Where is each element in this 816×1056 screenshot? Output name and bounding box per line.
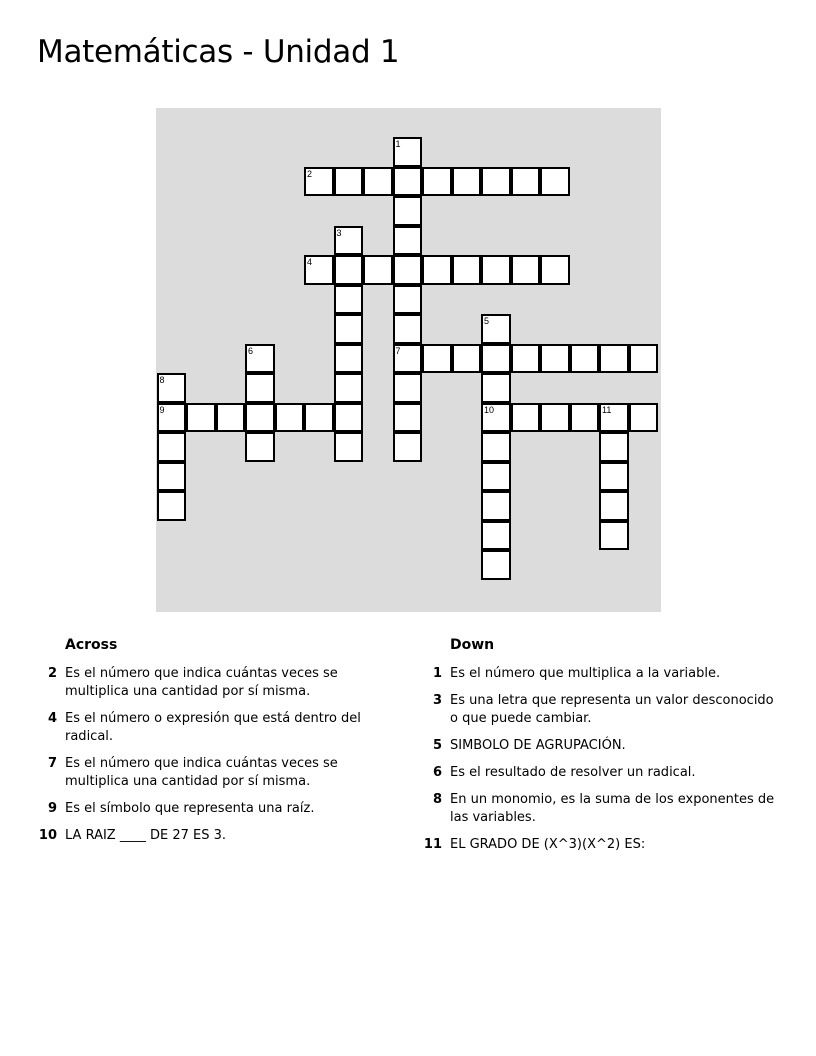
grid-cell[interactable] bbox=[334, 344, 364, 374]
grid-cell[interactable] bbox=[511, 255, 541, 285]
grid-cell[interactable] bbox=[334, 255, 364, 285]
grid-cell[interactable] bbox=[599, 344, 629, 374]
grid-cell[interactable] bbox=[452, 344, 482, 374]
clue-text: En un monomio, es la suma de los exponentes de las variables. bbox=[450, 792, 775, 825]
clue-text: Es una letra que representa un valor desconocido o que puede cambiar. bbox=[450, 693, 774, 726]
grid-cell[interactable] bbox=[157, 373, 187, 403]
grid-cell[interactable] bbox=[481, 462, 511, 492]
grid-cell[interactable] bbox=[334, 373, 364, 403]
clue-number: 1 bbox=[432, 666, 442, 681]
grid-cell[interactable] bbox=[629, 344, 659, 374]
cell-number: 11 bbox=[602, 404, 612, 415]
grid-cell[interactable] bbox=[304, 403, 334, 433]
grid-cell[interactable] bbox=[481, 491, 511, 521]
grid-cell[interactable] bbox=[540, 403, 570, 433]
clue-down-8 bbox=[415, 791, 785, 827]
grid-cell[interactable] bbox=[334, 314, 364, 344]
grid-cell[interactable] bbox=[422, 255, 452, 285]
clue-text: Es el número que multiplica a la variable. bbox=[450, 666, 721, 681]
clue-number: 5 bbox=[432, 738, 442, 753]
grid-cell[interactable] bbox=[481, 344, 511, 374]
grid-cell[interactable] bbox=[481, 403, 511, 433]
grid-cell[interactable] bbox=[570, 344, 600, 374]
grid-cell[interactable] bbox=[304, 167, 334, 197]
down-clues bbox=[415, 636, 785, 863]
grid-cell[interactable] bbox=[599, 432, 629, 462]
grid-cell[interactable] bbox=[157, 432, 187, 462]
clue-number: 6 bbox=[432, 765, 442, 780]
clue-across-4 bbox=[30, 710, 370, 746]
grid-cell[interactable] bbox=[481, 255, 511, 285]
grid-cell[interactable] bbox=[393, 432, 423, 462]
grid-cell[interactable] bbox=[334, 285, 364, 315]
grid-cell[interactable] bbox=[393, 226, 423, 256]
grid-cell[interactable] bbox=[599, 403, 629, 433]
clue-across-9 bbox=[30, 800, 370, 818]
grid-cell[interactable] bbox=[275, 403, 305, 433]
clue-number: 7 bbox=[47, 756, 57, 771]
grid-cell[interactable] bbox=[629, 403, 659, 433]
cell-number: 3 bbox=[336, 227, 342, 238]
grid-cell[interactable] bbox=[540, 255, 570, 285]
across-heading: Across bbox=[65, 637, 118, 653]
clue-text: LA RAIZ ____ DE 27 ES 3. bbox=[65, 828, 227, 843]
cell-number: 6 bbox=[248, 345, 254, 356]
grid-cell[interactable] bbox=[481, 521, 511, 551]
grid-cell[interactable] bbox=[157, 462, 187, 492]
grid-cell[interactable] bbox=[599, 491, 629, 521]
grid-cell[interactable] bbox=[334, 432, 364, 462]
grid-cell[interactable] bbox=[393, 167, 423, 197]
clue-text: Es el resultado de resolver un radical. bbox=[450, 765, 696, 780]
clue-across-7 bbox=[30, 755, 370, 791]
grid-cell[interactable] bbox=[452, 167, 482, 197]
grid-cell[interactable] bbox=[245, 344, 275, 374]
grid-cell[interactable] bbox=[393, 137, 423, 167]
grid-cell[interactable] bbox=[599, 521, 629, 551]
clue-number: 8 bbox=[432, 792, 442, 807]
grid-cell[interactable] bbox=[540, 344, 570, 374]
grid-cell[interactable] bbox=[393, 285, 423, 315]
grid-cell[interactable] bbox=[157, 403, 187, 433]
grid-cell[interactable] bbox=[363, 255, 393, 285]
grid-cell[interactable] bbox=[393, 403, 423, 433]
grid-cell[interactable] bbox=[481, 373, 511, 403]
clue-text: Es el número o expresión que está dentro del radical. bbox=[65, 711, 361, 744]
crossword-grid bbox=[156, 108, 661, 612]
grid-cell[interactable] bbox=[393, 344, 423, 374]
clue-down-1 bbox=[415, 665, 785, 683]
grid-cell[interactable] bbox=[363, 167, 393, 197]
grid-cell[interactable] bbox=[393, 196, 423, 226]
grid-cell[interactable] bbox=[393, 255, 423, 285]
grid-cell[interactable] bbox=[157, 491, 187, 521]
cell-number: 4 bbox=[307, 257, 313, 267]
grid-cell[interactable] bbox=[481, 314, 511, 344]
grid-cell[interactable] bbox=[245, 432, 275, 462]
page-title: Matemáticas - Unidad 1 bbox=[37, 34, 400, 70]
grid-cell[interactable] bbox=[334, 226, 364, 256]
grid-cell[interactable] bbox=[186, 403, 216, 433]
cell-number: 8 bbox=[159, 375, 165, 385]
cell-number: 5 bbox=[484, 316, 490, 326]
grid-cell[interactable] bbox=[216, 403, 246, 433]
clue-number: 9 bbox=[47, 801, 57, 816]
cell-number: 9 bbox=[159, 404, 165, 415]
grid-cell[interactable] bbox=[570, 403, 600, 433]
clue-across-2 bbox=[30, 665, 370, 701]
clue-text: SIMBOLO DE AGRUPACIÓN. bbox=[450, 738, 626, 753]
grid-cell[interactable] bbox=[599, 462, 629, 492]
clue-text: EL GRADO DE (X^3)(X^2) ES: bbox=[450, 837, 646, 852]
grid-cell[interactable] bbox=[511, 403, 541, 433]
grid-cell[interactable] bbox=[452, 255, 482, 285]
grid-cell[interactable] bbox=[422, 167, 452, 197]
clue-down-3 bbox=[415, 692, 785, 728]
grid-cell[interactable] bbox=[481, 432, 511, 462]
grid-cell[interactable] bbox=[393, 314, 423, 344]
cell-number: 10 bbox=[484, 404, 495, 415]
grid-cell[interactable] bbox=[304, 255, 334, 285]
cell-number: 2 bbox=[307, 168, 313, 179]
grid-cell[interactable] bbox=[511, 344, 541, 374]
grid-cell[interactable] bbox=[245, 403, 275, 433]
clue-text: Es el número que indica cuántas veces se multiplica una cantidad por sí misma. bbox=[65, 756, 338, 789]
clue-down-11 bbox=[415, 836, 785, 854]
grid-cell[interactable] bbox=[334, 167, 364, 197]
clue-across-10 bbox=[30, 827, 370, 845]
grid-cell[interactable] bbox=[511, 167, 541, 197]
cell-number: 7 bbox=[395, 345, 401, 356]
clue-text: Es el símbolo que representa una raíz. bbox=[65, 801, 315, 816]
grid-cell[interactable] bbox=[540, 167, 570, 197]
clue-number: 11 bbox=[423, 837, 442, 852]
grid-cell[interactable] bbox=[393, 373, 423, 403]
clue-text: Es el número que indica cuántas veces se multiplica una cantidad por sí misma. bbox=[65, 666, 338, 699]
clue-down-5 bbox=[415, 737, 785, 755]
clue-number: 10 bbox=[38, 828, 57, 843]
clue-number: 2 bbox=[47, 666, 57, 681]
across-clues bbox=[30, 636, 370, 854]
grid-cell[interactable] bbox=[422, 344, 452, 374]
clue-number: 3 bbox=[432, 693, 442, 708]
grid-cell[interactable] bbox=[245, 373, 275, 403]
grid-cell[interactable] bbox=[481, 550, 511, 580]
grid-cell[interactable] bbox=[334, 403, 364, 433]
grid-cell[interactable] bbox=[481, 167, 511, 197]
down-heading: Down bbox=[450, 637, 495, 653]
clue-number: 4 bbox=[47, 711, 57, 726]
cell-number: 1 bbox=[395, 139, 401, 149]
clue-down-6 bbox=[415, 764, 785, 782]
